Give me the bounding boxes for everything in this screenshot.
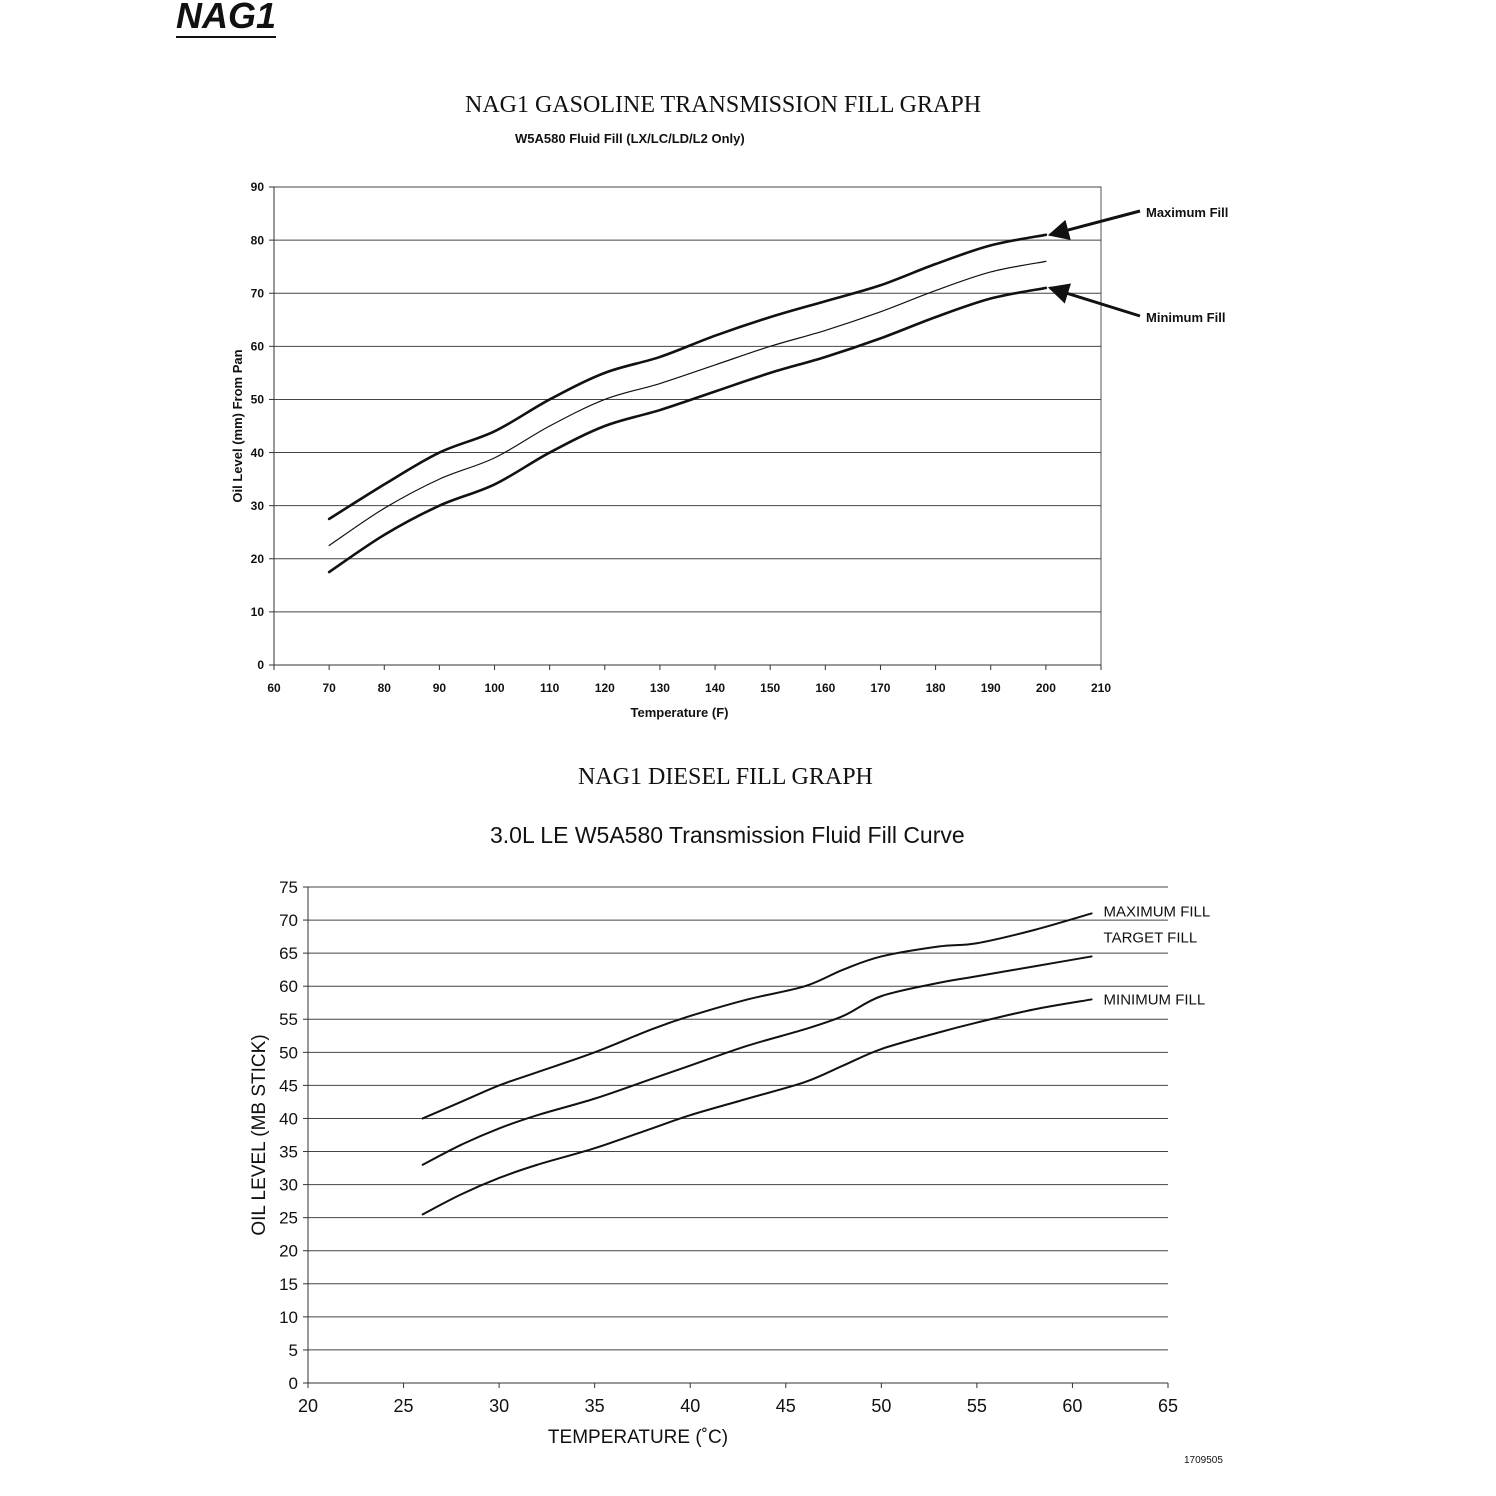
x-tick-label: 100 — [484, 681, 505, 695]
y-tick-label: 90 — [250, 180, 264, 195]
x-tick-label: 65 — [1157, 1396, 1179, 1416]
y-tick-label: 30 — [279, 1175, 298, 1195]
x-tick-label: 20 — [297, 1396, 319, 1416]
y-tick-label: 10 — [279, 1307, 298, 1327]
series-line-minimum-fill — [423, 999, 1092, 1214]
document-id: 1709505 — [1184, 1455, 1223, 1466]
gasoline-section-title: NAG1 GASOLINE TRANSMISSION FILL GRAPH — [465, 92, 982, 118]
x-tick-label: 50 — [871, 1396, 892, 1416]
y-tick-label: 0 — [257, 658, 264, 673]
x-tick-label: 130 — [649, 681, 670, 695]
series-line-target-fill — [423, 956, 1092, 1164]
y-tick-label: 10 — [250, 605, 264, 620]
x-tick-label: 30 — [489, 1396, 510, 1416]
y-tick-label: 70 — [279, 911, 298, 931]
x-tick-label: 110 — [539, 681, 560, 695]
y-tick-label: 20 — [279, 1241, 298, 1261]
y-tick-label: 5 — [288, 1340, 298, 1360]
x-tick-label: 70 — [322, 681, 336, 695]
x-tick-label: 170 — [870, 681, 891, 695]
x-tick-label: 55 — [966, 1396, 987, 1416]
x-tick-label: 25 — [393, 1396, 414, 1416]
y-tick-label: 60 — [279, 977, 298, 997]
series-label: MAXIMUM FILL — [1103, 903, 1211, 921]
x-tick-label: 160 — [815, 681, 836, 695]
y-tick-label: 80 — [250, 233, 264, 248]
y-tick-label: 40 — [250, 445, 264, 460]
x-tick-label: 60 — [1062, 1396, 1083, 1416]
x-tick-label: 140 — [705, 681, 726, 695]
x-tick-label: 120 — [594, 681, 615, 695]
y-tick-label: 70 — [250, 286, 264, 301]
annotation-label: Maximum Fill — [1146, 205, 1229, 220]
series-label: TARGET FILL — [1103, 929, 1198, 947]
x-tick-label: 90 — [432, 681, 447, 695]
x-tick-label: 180 — [925, 681, 946, 695]
diesel-chart-title: 3.0L LE W5A580 Transmission Fluid Fill Curve — [490, 822, 965, 848]
y-axis-title: OIL LEVEL (MB STICK) — [249, 1034, 270, 1236]
x-tick-label: 40 — [680, 1396, 701, 1416]
y-tick-label: 50 — [250, 392, 264, 407]
series-label: MINIMUM FILL — [1103, 991, 1206, 1009]
x-axis-title: TEMPERATURE (˚C) — [547, 1427, 729, 1448]
y-tick-label: 30 — [250, 498, 264, 513]
page-title: NAG1 — [176, 0, 277, 36]
y-tick-label: 50 — [279, 1043, 298, 1063]
y-tick-label: 35 — [279, 1142, 298, 1162]
x-tick-label: 60 — [267, 681, 281, 695]
y-axis-title: Oil Level (mm) From Pan — [230, 349, 245, 503]
x-tick-label: 45 — [775, 1396, 796, 1416]
x-tick-label: 200 — [1035, 681, 1056, 695]
x-tick-label: 210 — [1090, 681, 1112, 695]
x-tick-label: 35 — [584, 1396, 605, 1416]
y-tick-label: 40 — [279, 1109, 298, 1129]
x-tick-label: 80 — [377, 681, 391, 695]
y-tick-label: 15 — [279, 1274, 298, 1294]
y-tick-label: 20 — [250, 551, 264, 566]
y-tick-label: 75 — [279, 877, 298, 897]
x-tick-label: 150 — [760, 681, 781, 695]
diesel-section-title: NAG1 DIESEL FILL GRAPH — [578, 764, 873, 790]
gasoline-chart-title: W5A580 Fluid Fill (LX/LC/LD/L2 Only) — [515, 131, 745, 146]
x-axis-title: Temperature (F) — [630, 705, 729, 720]
y-tick-label: 55 — [279, 1010, 298, 1030]
series-line-maximum-fill — [423, 913, 1092, 1118]
annotation-label: Minimum Fill — [1146, 310, 1226, 325]
y-tick-label: 25 — [279, 1208, 298, 1228]
y-tick-label: 0 — [288, 1373, 298, 1393]
y-tick-label: 45 — [279, 1076, 298, 1096]
y-tick-label: 60 — [250, 339, 264, 354]
y-tick-label: 65 — [279, 944, 298, 964]
x-tick-label: 190 — [980, 681, 1001, 695]
